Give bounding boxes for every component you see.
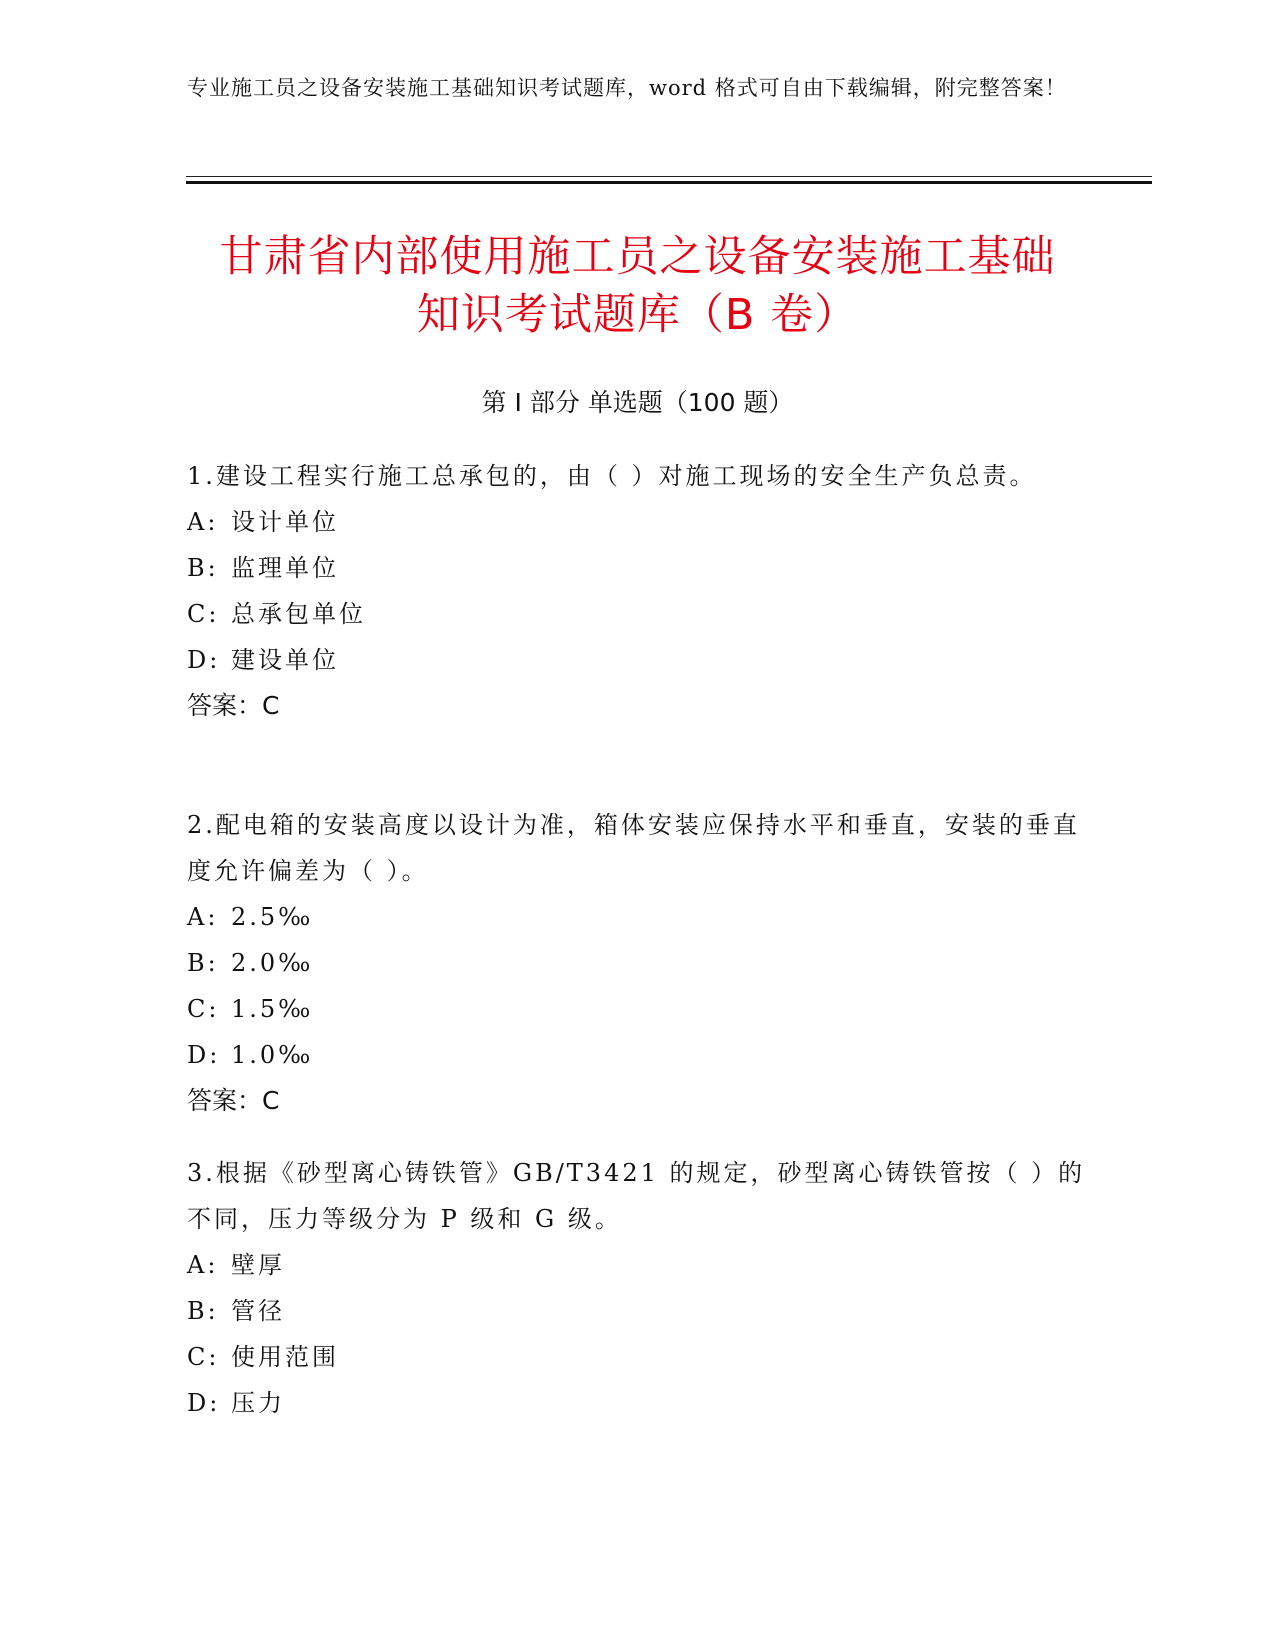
option-text: 总承包单位 (231, 600, 366, 628)
question-1 (187, 453, 1087, 729)
option-d (187, 1032, 1087, 1078)
option-text: 2.0‰ (231, 949, 314, 977)
option-letter: C: (187, 1343, 220, 1371)
option-letter: A: (187, 903, 219, 931)
question-stem: 3.根据《砂型离心铸铁管》GB/T3421 的规定，砂型离心铸铁管按（ ）的不同，压力等级分为 P 级和 G 级。 (187, 1159, 1086, 1233)
option-letter: D: (187, 646, 221, 674)
document-title (150, 228, 1125, 344)
option-letter: D: (187, 1389, 221, 1417)
question-3 (187, 1150, 1087, 1426)
option-text: 1.0‰ (231, 1041, 314, 1069)
option-a (187, 894, 1087, 940)
answer: 答案：C (187, 691, 280, 720)
option-text: 壁厚 (231, 1251, 285, 1279)
header-note: 专业施工员之设备安装施工基础知识考试题库，word 格式可自由下载编辑，附完整答案！ (187, 76, 1067, 100)
option-a (187, 1242, 1087, 1288)
option-letter: A: (187, 1251, 219, 1279)
header-divider-thin (186, 176, 1152, 177)
question-stem: 1.建设工程实行施工总承包的，由（ ）对施工现场的安全生产负总责。 (187, 462, 1037, 490)
question-stem: 2.配电箱的安装高度以设计为准，箱体安装应保持水平和垂直，安装的垂直度允许偏差为（ ）。 (187, 811, 1080, 885)
option-letter: B: (187, 1297, 219, 1325)
answer: 答案：C (187, 1086, 280, 1115)
option-text: 建设单位 (231, 646, 339, 674)
option-b (187, 940, 1087, 986)
option-text: 监理单位 (231, 554, 339, 582)
option-text: 设计单位 (231, 508, 339, 536)
option-a (187, 499, 1087, 545)
option-b (187, 545, 1087, 591)
option-letter: A: (187, 508, 219, 536)
option-text: 管径 (231, 1297, 285, 1325)
question-2 (187, 802, 1087, 1124)
option-c (187, 1334, 1087, 1380)
option-c (187, 591, 1087, 637)
option-letter: D: (187, 1041, 221, 1069)
option-text: 1.5‰ (231, 995, 314, 1023)
header-divider-thick (186, 181, 1152, 184)
section-heading: 第 I 部分 单选题（100 题） (481, 388, 794, 417)
option-letter: B: (187, 949, 219, 977)
option-text: 压力 (231, 1389, 285, 1417)
option-letter: B: (187, 554, 219, 582)
option-text: 2.5‰ (231, 903, 314, 931)
option-d (187, 637, 1087, 683)
option-letter: C: (187, 600, 220, 628)
option-b (187, 1288, 1087, 1334)
option-text: 使用范围 (231, 1343, 339, 1371)
option-d (187, 1380, 1087, 1426)
option-letter: C: (187, 995, 220, 1023)
document-title-line-2: 知识考试题库（B 卷） (416, 290, 859, 340)
option-c (187, 986, 1087, 1032)
document-title-line-1: 甘肃省内部使用施工员之设备安装施工基础 (219, 232, 1056, 282)
